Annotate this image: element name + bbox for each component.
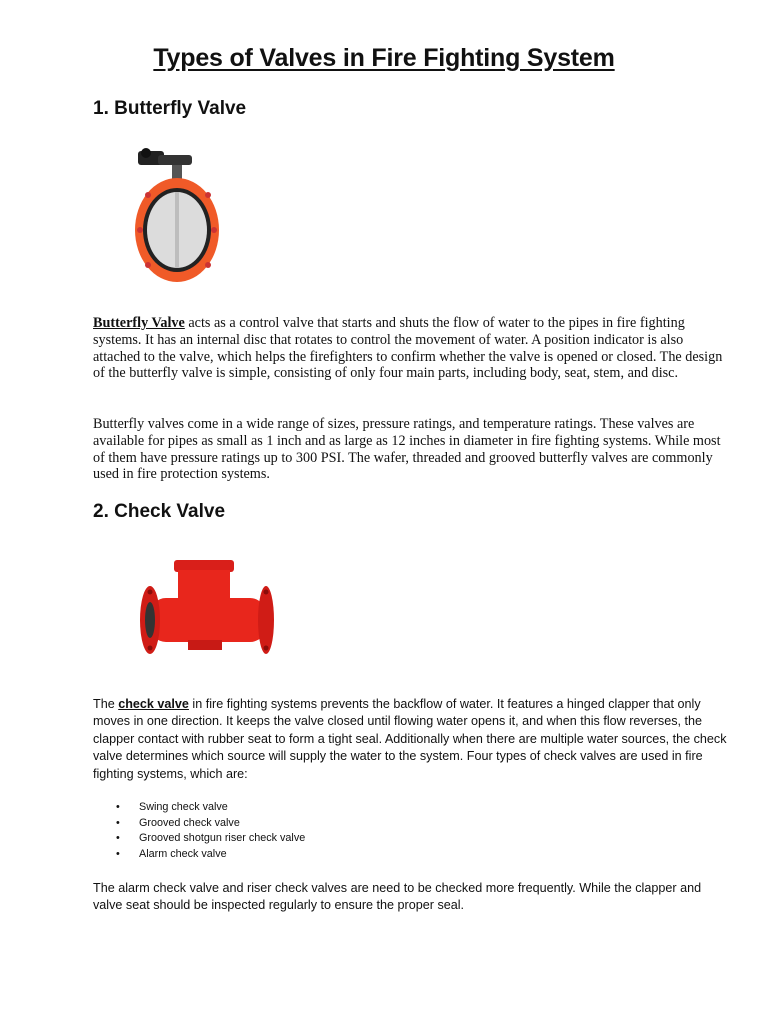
list-item-text: Grooved shotgun riser check valve [139,832,306,845]
section-heading-check: 2. Check Valve [93,501,226,522]
check-valve-paragraph [93,696,728,783]
bolt-hole [264,646,269,651]
list-item-text: Alarm check valve [139,847,227,860]
bolt-hole [145,192,151,198]
check-valve-intro-prefix: The [93,697,119,711]
bolt-hole [205,262,211,268]
bolt-hole [137,227,143,233]
list-item [116,816,305,832]
check-valve-types-list [116,800,305,862]
valve-body [150,598,266,642]
valve-stem [172,165,182,179]
butterfly-paragraph-2: Butterfly valves come in a wide range of sizes, pressure ratings, and temperature ratings. These valves are available for pipes as small as 1 inch and as large as 12 inches in diameter in fire fighting systems. While most of them have pressure ratings up to 300 PSI. The wafer, threaded and grooved butterfly valves are commonly used in fire protection systems. [93,416,721,483]
bolt-hole [148,646,153,651]
list-item-text: Swing check valve [139,801,228,813]
disc-shaft [175,192,179,268]
bonnet [178,570,230,600]
butterfly-paragraph-1-text: acts as a control valve that starts and shuts the flow of water to the pipes in fire fighting systems. It has an internal disc that rotates to control the movement of water. A position indicator is also attached to the valve, which helps the firefighters to confirm whether the valve is opened or closed. The design of the butterfly valve is simple, consisting of only four main parts, including body, seat, stem, and disc. [93,315,723,382]
check-valve-closing-paragraph: The alarm check valve and riser check valves are need to be checked more frequently. While the clapper and valve seat should be inspected regularly to ensure the proper seal. [93,881,702,913]
bullet-marker: • [116,801,120,813]
bullet-marker: • [116,832,120,845]
bullet-marker: • [116,816,120,829]
list-item [116,800,305,816]
check-valve-link[interactable]: check valve [118,697,189,711]
gearbox-body [158,155,192,165]
page-title [0,44,768,73]
check-valve-intro-text: in fire fighting systems prevents the backflow of water. It features a hinged clapper that only moves in one direction. It keeps the valve closed until flowing water opens it, and when this flow reverses, the clapper contact with rubber seat to form a tight seal. Additionally when there are multiple water sources, the check valve determines which source will supply the water to the system. Four types of check valves are used in fire fighting systems, which are: [93,697,727,781]
bolt-hole [211,227,217,233]
bullet-marker: • [116,847,120,860]
handwheel [141,148,151,158]
section-heading-butterfly: 1. Butterfly Valve [93,98,247,119]
outlet-flange [258,586,274,654]
page-title-text: Types of Valves in Fire Fighting System [153,44,615,72]
butterfly-valve-link[interactable]: Butterfly Valve [93,315,185,331]
list-item [116,831,305,847]
check-valve-image [138,554,278,662]
butterfly-valve-image [128,145,228,285]
list-item-text: Grooved check valve [139,816,240,829]
bolt-hole [148,590,153,595]
bolt-hole [205,192,211,198]
inlet-bore [145,602,155,638]
bolt-hole [145,262,151,268]
list-item [116,847,305,863]
valve-foot [188,640,222,650]
bolt-hole [264,590,269,595]
butterfly-paragraph-1 [93,315,723,382]
